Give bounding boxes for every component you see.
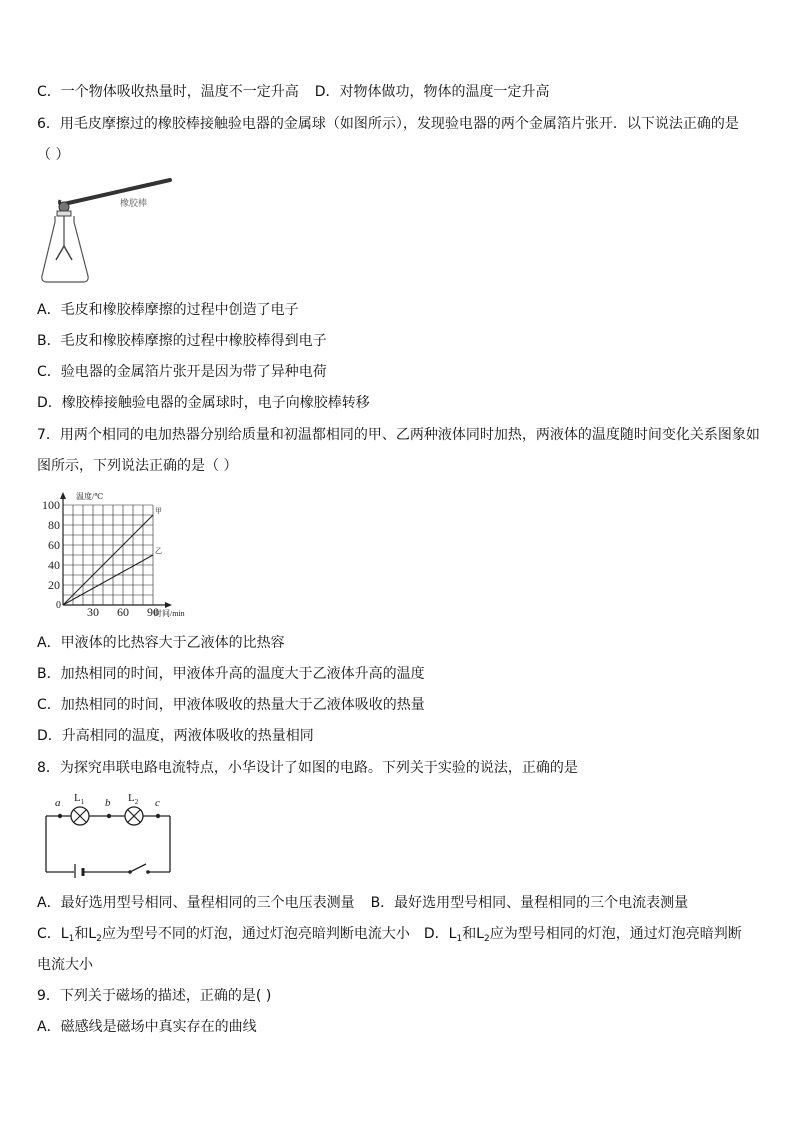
metal-foil-right [64, 246, 72, 260]
q7-option-d: D．升高相同的温度，两液体吸收的热量相同 [37, 728, 314, 744]
q8-option-b: B．最好选用型号相同、量程相同的三个电流表测量 [370, 895, 689, 911]
label-a: a [55, 797, 61, 809]
x-axis-label: 时间/min [154, 609, 185, 618]
q8-option-c: C．$L_1$和$L_2$应为型号不同的灯泡，通过灯泡亮暗判断电流大小 [37, 926, 410, 944]
electroscope-figure [38, 176, 172, 286]
q7-option-c: C．加热相同的时间，甲液体吸收的热量大于乙液体吸收的热量 [37, 697, 425, 713]
point-a [58, 814, 62, 818]
metal-foil-left [56, 246, 64, 260]
series-label-yi: 乙 [155, 547, 162, 555]
q8-stem: 8．为探究串联电路电流特点，小华设计了如图的电路。下列关于实验的说法，正确的是 [37, 760, 578, 776]
q8-option-d-continued: 电流大小 [37, 957, 93, 973]
temperature-time-chart [36, 490, 206, 620]
q6-option-d: D．橡胶棒接触验电器的金属球时，电子向橡胶棒转移 [37, 395, 370, 411]
q7-option-b: B．加热相同的时间，甲液体升高的温度大于乙液体升高的温度 [37, 666, 425, 682]
battery [75, 864, 83, 878]
q6-option-a: A．毛皮和橡胶棒摩擦的过程中创造了电子 [37, 302, 299, 318]
point-c [156, 814, 160, 818]
y-tick-label: 60 [48, 538, 60, 552]
x-tick-label: 30 [87, 605, 99, 619]
q8-option-a: A．最好选用型号相同、量程相同的三个电压表测量 [37, 895, 355, 911]
q9-stem: 9．下列关于磁场的描述，正确的是( ) [37, 988, 272, 1004]
label-l1: $L_1$ [74, 792, 85, 806]
q6-answer-blank: （ ） [37, 147, 70, 163]
chart-grid [63, 505, 153, 605]
y-tick-label: 100 [42, 498, 60, 512]
q7-stem-line1: 7．用两个相同的电加热器分别给质量和初温都相同的甲、乙两种液体同时加热，两液体的温度随时间变化关系图象如 [37, 427, 760, 443]
point-b [107, 814, 111, 818]
series-label-jia: 甲 [155, 507, 162, 515]
rubber-rod-label: 橡胶棒 [120, 198, 148, 208]
q8-option-ab-line [37, 893, 688, 913]
q8-option-cd-line [37, 924, 742, 949]
x-tick-label: 60 [117, 605, 129, 619]
series-line-yi [63, 555, 153, 605]
label-l2: $L_2$ [128, 792, 139, 806]
q5-option-cd-line [37, 82, 550, 102]
y-tick-label: 80 [48, 518, 60, 532]
q6-option-c: C．验电器的金属箔片张开是因为带了异种电荷 [37, 364, 327, 380]
origin-label: 0 [56, 600, 61, 611]
label-b: b [105, 797, 111, 809]
label-c: c [155, 797, 160, 809]
q7-option-a: A．甲液体的比热容大于乙液体的比热容 [37, 635, 285, 651]
q7-stem-line2: 图所示，下列说法正确的是（ ） [37, 458, 238, 474]
chart-series [63, 507, 162, 605]
y-axis-label: 温度/℃ [76, 492, 104, 501]
q6-option-b: B．毛皮和橡胶棒摩擦的过程中橡胶棒得到电子 [37, 333, 327, 349]
series-circuit-figure [38, 786, 178, 878]
q8-option-d: D．$L_1$和$L_2$应为型号相同的灯泡，通过灯泡亮暗判断 [423, 926, 742, 944]
rubber-rod [64, 180, 170, 204]
y-tick-label: 40 [48, 558, 60, 572]
q6-stem: 6．用毛皮摩擦过的橡胶棒接触验电器的金属球（如图所示），发现验电器的两个金属箔片张开．以下说法正确的是 [37, 116, 739, 132]
y-tick-label: 20 [48, 578, 60, 592]
q9-option-a: A．磁感线是磁场中真实存在的曲线 [37, 1019, 257, 1035]
series-line-jia [63, 515, 153, 605]
switch [128, 864, 150, 874]
x-tick-label: 90 [147, 605, 159, 619]
q5-option-d: D．对物体做功，物体的温度一定升高 [314, 84, 550, 100]
q5-option-c: C．一个物体吸收热量时，温度不一定升高 [37, 84, 299, 100]
lamp-l1 [71, 807, 89, 825]
lamp-l2 [125, 807, 143, 825]
